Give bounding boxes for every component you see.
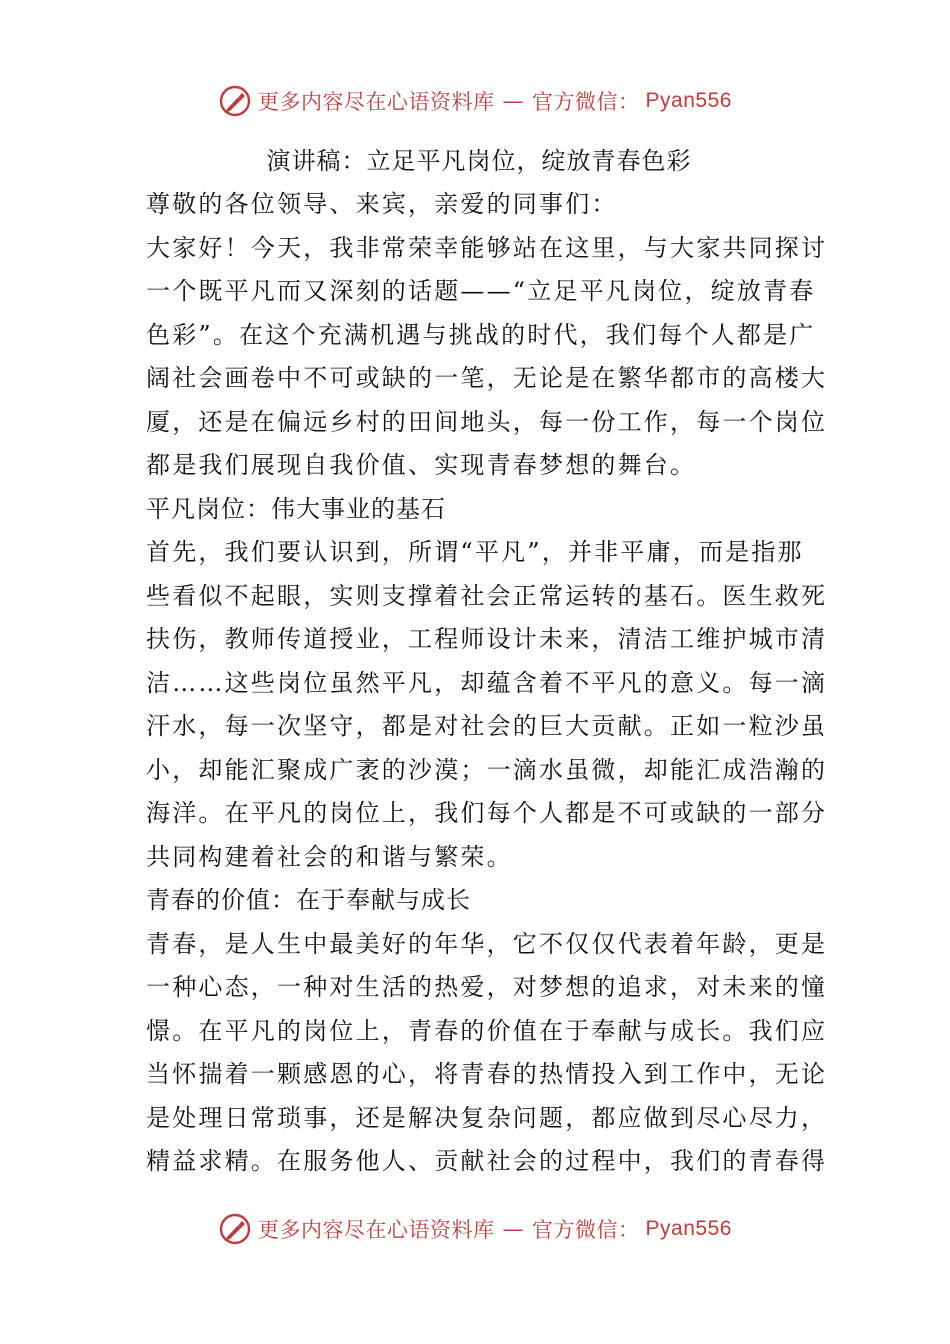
paragraph-line: 共同构建着社会的和谐与繁荣。 xyxy=(146,842,513,871)
pen-logo-icon xyxy=(218,1212,252,1246)
paragraph-line: 些看似不起眼，实则支撑着社会正常运转的基石。医生救死 xyxy=(146,581,828,610)
watermark-main-text: 更多内容尽在心语资料库 xyxy=(258,1218,495,1242)
paragraph-line: 首先，我们要认识到，所谓“平凡”，并非平庸，而是指那 xyxy=(146,538,804,566)
paragraph-line: 大家好！今天，我非常荣幸能够站在这里，与大家共同探讨 xyxy=(146,233,828,262)
paragraph-line: 洁……这些岗位虽然平凡，却蕴含着不平凡的意义。每一滴 xyxy=(146,668,828,697)
salutation-line: 尊敬的各位领导、来宾，亲爱的同事们： xyxy=(146,190,618,218)
paragraph-line: 青春，是人生中最美好的年华，它不仅仅代表着年龄，更是 xyxy=(146,929,828,958)
watermark-wechat-label: 官方微信： xyxy=(532,1218,640,1242)
paragraph-line: 精益求精。在服务他人、贡献社会的过程中，我们的青春得 xyxy=(146,1147,828,1175)
paragraph-line: 汗水，每一次坚守，都是对社会的巨大贡献。正如一粒沙虽 xyxy=(146,712,828,740)
paragraph-line: 扶伤，教师传道授业，工程师设计未来，清洁工维护城市清 xyxy=(146,625,828,653)
section-heading: 青春的价值：在于奉献与成长 xyxy=(146,886,471,914)
paragraph-line: 一种心态，一种对生活的热爱，对梦想的追求，对未来的憧 xyxy=(146,973,828,1001)
paragraph-line: 都是我们展现自我价值、实现青春梦想的舞台。 xyxy=(146,451,697,479)
paragraph-line: 厦，还是在偏远乡村的田间地头，每一份工作，每一个岗位 xyxy=(146,407,828,436)
section-heading: 平凡岗位：伟大事业的基石 xyxy=(146,494,446,523)
paragraph-line: 一个既平凡而又深刻的话题——“立足平凡岗位，绽放青春 xyxy=(146,277,816,305)
paragraph-line: 小，却能汇聚成广袤的沙漠；一滴水虽微，却能汇成浩瀚的 xyxy=(146,755,828,784)
document-body xyxy=(146,140,828,1184)
watermark-wechat-id: Pyan556 xyxy=(645,89,732,112)
watermark-separator: — xyxy=(502,89,525,113)
paragraph-line: 是处理日常琐事，还是解决复杂问题，都应做到尽心尽力， xyxy=(146,1103,828,1132)
watermark-wechat-label: 官方微信： xyxy=(532,90,640,114)
watermark-main-text: 更多内容尽在心语资料库 xyxy=(258,90,495,114)
paragraph-line: 阔社会画卷中不可或缺的一笔，无论是在繁华都市的高楼大 xyxy=(146,364,828,392)
paragraph-line: 憬。在平凡的岗位上，青春的价值在于奉献与成长。我们应 xyxy=(146,1016,828,1045)
watermark-wechat-id: Pyan556 xyxy=(645,1217,732,1240)
pen-logo-icon xyxy=(218,84,252,118)
document-title: 演讲稿：立足平凡岗位，绽放青春色彩 xyxy=(266,147,692,175)
footer-watermark xyxy=(0,1212,950,1246)
header-watermark xyxy=(0,84,950,118)
paragraph-line: 海洋。在平凡的岗位上，我们每个人都是不可或缺的一部分 xyxy=(146,799,828,827)
watermark-separator: — xyxy=(502,1217,525,1241)
paragraph-line: 色彩”。在这个充满机遇与挑战的时代，我们每个人都是广 xyxy=(146,320,816,349)
paragraph-line: 当怀揣着一颗感恩的心，将青春的热情投入到工作中，无论 xyxy=(146,1060,828,1088)
